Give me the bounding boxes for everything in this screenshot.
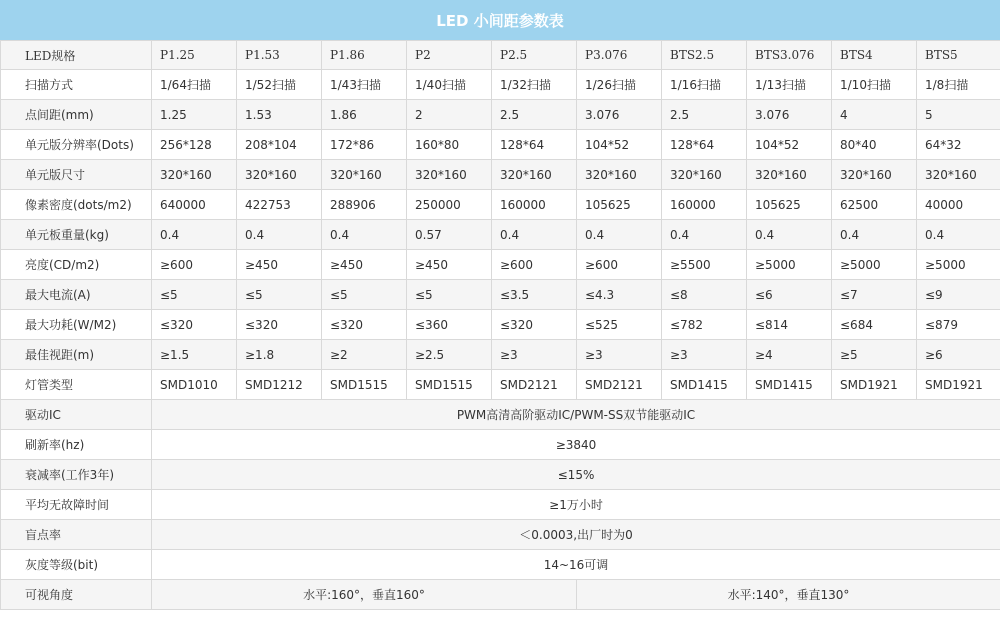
header-row	[1, 41, 1000, 70]
row-label: 点间距(mm)	[1, 100, 152, 130]
merged-cell: ＜0.0003,出厂时为0	[152, 520, 1000, 550]
table-cell: 0.4	[152, 220, 237, 250]
table-cell: 256*128	[152, 130, 237, 160]
table-cell: ≤6	[747, 280, 832, 310]
table-title: LED 小间距参数表	[0, 0, 1000, 40]
table-cell: ≤5	[322, 280, 407, 310]
table-cell: ≥600	[577, 250, 662, 280]
table-cell: SMD1212	[237, 370, 322, 400]
table-cell: ≥450	[407, 250, 492, 280]
row-label: 可视角度	[1, 580, 152, 610]
table-cell: 0.4	[237, 220, 322, 250]
table-cell: ≤3.5	[492, 280, 577, 310]
header-cell: BTS3.076	[747, 41, 832, 70]
row-label: 最佳视距(m)	[1, 340, 152, 370]
table-cell: ≤782	[662, 310, 747, 340]
table-row	[1, 520, 1000, 550]
table-cell: 320*160	[322, 160, 407, 190]
table-cell: 422753	[237, 190, 322, 220]
table-row	[1, 250, 1000, 280]
table-cell: 1/26扫描	[577, 70, 662, 100]
table-cell: ≤814	[747, 310, 832, 340]
table-cell: ≤360	[407, 310, 492, 340]
table-cell: SMD1515	[407, 370, 492, 400]
header-cell: BTS2.5	[662, 41, 747, 70]
table-row	[1, 190, 1000, 220]
table-cell: 0.57	[407, 220, 492, 250]
row-label: 平均无故障时间	[1, 490, 152, 520]
table-row	[1, 100, 1000, 130]
table-cell: 128*64	[492, 130, 577, 160]
table-cell: ≥3	[492, 340, 577, 370]
row-label: 单元板重量(kg)	[1, 220, 152, 250]
table-row	[1, 400, 1000, 430]
table-row	[1, 580, 1000, 610]
table-cell: 0.4	[322, 220, 407, 250]
table-cell: ≤5	[407, 280, 492, 310]
row-label: 亮度(CD/m2)	[1, 250, 152, 280]
table-cell: 1/52扫描	[237, 70, 322, 100]
row-label: 扫描方式	[1, 70, 152, 100]
table-cell: ≤525	[577, 310, 662, 340]
table-cell: 80*40	[832, 130, 917, 160]
table-cell: 105625	[747, 190, 832, 220]
table-cell: ≥5000	[747, 250, 832, 280]
table-cell: 172*86	[322, 130, 407, 160]
table-cell: 0.4	[662, 220, 747, 250]
table-cell: 1/16扫描	[662, 70, 747, 100]
table-cell: SMD2121	[577, 370, 662, 400]
table-cell: 0.4	[917, 220, 1000, 250]
row-label: 灰度等级(bit)	[1, 550, 152, 580]
table-cell: 62500	[832, 190, 917, 220]
header-cell: BTS4	[832, 41, 917, 70]
viewing-angle-right: 水平:140°，垂直130°	[577, 580, 1000, 610]
table-cell: ≤5	[152, 280, 237, 310]
row-label: 衰减率(工作3年)	[1, 460, 152, 490]
table-cell: 1/64扫描	[152, 70, 237, 100]
header-cell: BTS5	[917, 41, 1000, 70]
table-cell: ≤8	[662, 280, 747, 310]
table-row	[1, 430, 1000, 460]
table-cell: ≤320	[152, 310, 237, 340]
header-cell: P3.076	[577, 41, 662, 70]
table-cell: ≥5	[832, 340, 917, 370]
table-cell: 1.86	[322, 100, 407, 130]
table-cell: ≥3	[577, 340, 662, 370]
table-cell: ≥6	[917, 340, 1000, 370]
row-label: 单元版尺寸	[1, 160, 152, 190]
merged-cell: ≥3840	[152, 430, 1000, 460]
table-row	[1, 220, 1000, 250]
header-cell: P1.86	[322, 41, 407, 70]
table-cell: SMD1010	[152, 370, 237, 400]
table-cell: 0.4	[747, 220, 832, 250]
row-label: 最大电流(A)	[1, 280, 152, 310]
table-cell: 320*160	[237, 160, 322, 190]
table-cell: 320*160	[152, 160, 237, 190]
table-cell: 4	[832, 100, 917, 130]
table-cell: ≤320	[237, 310, 322, 340]
table-row	[1, 310, 1000, 340]
table-cell: 320*160	[492, 160, 577, 190]
table-row	[1, 550, 1000, 580]
table-cell: ≥4	[747, 340, 832, 370]
merged-cell: ≤15%	[152, 460, 1000, 490]
row-label: 像素密度(dots/m2)	[1, 190, 152, 220]
table-cell: 1/32扫描	[492, 70, 577, 100]
table-cell: 0.4	[492, 220, 577, 250]
table-cell: 104*52	[747, 130, 832, 160]
header-cell: LED规格	[1, 41, 152, 70]
table-cell: 1/13扫描	[747, 70, 832, 100]
viewing-angle-left: 水平:160°，垂直160°	[152, 580, 577, 610]
table-cell: 250000	[407, 190, 492, 220]
table-cell: 160000	[662, 190, 747, 220]
table-cell: 1/10扫描	[832, 70, 917, 100]
table-cell: ≥2	[322, 340, 407, 370]
table-row	[1, 160, 1000, 190]
table-cell: 5	[917, 100, 1000, 130]
table-row	[1, 340, 1000, 370]
table-row	[1, 70, 1000, 100]
merged-cell: 14~16可调	[152, 550, 1000, 580]
table-cell: 3.076	[577, 100, 662, 130]
table-cell: ≤4.3	[577, 280, 662, 310]
row-label: 最大功耗(W/M2)	[1, 310, 152, 340]
row-label: 单元版分辨率(Dots)	[1, 130, 152, 160]
table-cell: ≥2.5	[407, 340, 492, 370]
table-cell: 208*104	[237, 130, 322, 160]
table-cell: ≤320	[322, 310, 407, 340]
table-cell: 320*160	[407, 160, 492, 190]
table-cell: SMD2121	[492, 370, 577, 400]
table-cell: 2	[407, 100, 492, 130]
header-cell: P2	[407, 41, 492, 70]
table-cell: SMD1921	[917, 370, 1000, 400]
table-cell: 2.5	[492, 100, 577, 130]
table-row	[1, 460, 1000, 490]
table-row	[1, 280, 1000, 310]
table-cell: SMD1515	[322, 370, 407, 400]
table-row	[1, 130, 1000, 160]
table-cell: SMD1921	[832, 370, 917, 400]
table-cell: SMD1415	[747, 370, 832, 400]
table-cell: ≥5000	[917, 250, 1000, 280]
table-cell: 40000	[917, 190, 1000, 220]
table-cell: 2.5	[662, 100, 747, 130]
table-cell: 1/40扫描	[407, 70, 492, 100]
table-row	[1, 370, 1000, 400]
table-cell: 64*32	[917, 130, 1000, 160]
table-cell: ≥5000	[832, 250, 917, 280]
row-label: 驱动IC	[1, 400, 152, 430]
header-cell: P2.5	[492, 41, 577, 70]
table-cell: 160*80	[407, 130, 492, 160]
table-cell: 104*52	[577, 130, 662, 160]
table-cell: ≥600	[492, 250, 577, 280]
table-cell: 160000	[492, 190, 577, 220]
table-cell: 3.076	[747, 100, 832, 130]
table-cell: ≤320	[492, 310, 577, 340]
row-label: 刷新率(hz)	[1, 430, 152, 460]
header-cell: P1.53	[237, 41, 322, 70]
table-cell: ≥450	[237, 250, 322, 280]
table-cell: 105625	[577, 190, 662, 220]
table-cell: 1.53	[237, 100, 322, 130]
table-cell: 1/43扫描	[322, 70, 407, 100]
merged-cell: PWM高清高阶驱动IC/PWM-SS双节能驱动IC	[152, 400, 1000, 430]
header-cell: P1.25	[152, 41, 237, 70]
row-label: 灯管类型	[1, 370, 152, 400]
table-cell: ≥450	[322, 250, 407, 280]
table-cell: 320*160	[832, 160, 917, 190]
table-cell: 320*160	[917, 160, 1000, 190]
table-cell: ≥1.5	[152, 340, 237, 370]
row-label: 盲点率	[1, 520, 152, 550]
table-row	[1, 490, 1000, 520]
table-cell: ≥1.8	[237, 340, 322, 370]
spec-table	[0, 40, 1000, 610]
table-cell: 288906	[322, 190, 407, 220]
table-cell: 320*160	[662, 160, 747, 190]
table-cell: ≥600	[152, 250, 237, 280]
table-cell: 640000	[152, 190, 237, 220]
table-cell: ≥5500	[662, 250, 747, 280]
table-cell: ≤5	[237, 280, 322, 310]
table-cell: ≤684	[832, 310, 917, 340]
table-cell: 320*160	[577, 160, 662, 190]
table-cell: 1/8扫描	[917, 70, 1000, 100]
table-cell: ≥3	[662, 340, 747, 370]
table-cell: 0.4	[832, 220, 917, 250]
table-cell: ≤9	[917, 280, 1000, 310]
table-cell: SMD1415	[662, 370, 747, 400]
table-cell: 128*64	[662, 130, 747, 160]
table-cell: 320*160	[747, 160, 832, 190]
table-cell: ≤879	[917, 310, 1000, 340]
table-cell: 1.25	[152, 100, 237, 130]
table-cell: 0.4	[577, 220, 662, 250]
merged-cell: ≥1万小时	[152, 490, 1000, 520]
table-cell: ≤7	[832, 280, 917, 310]
